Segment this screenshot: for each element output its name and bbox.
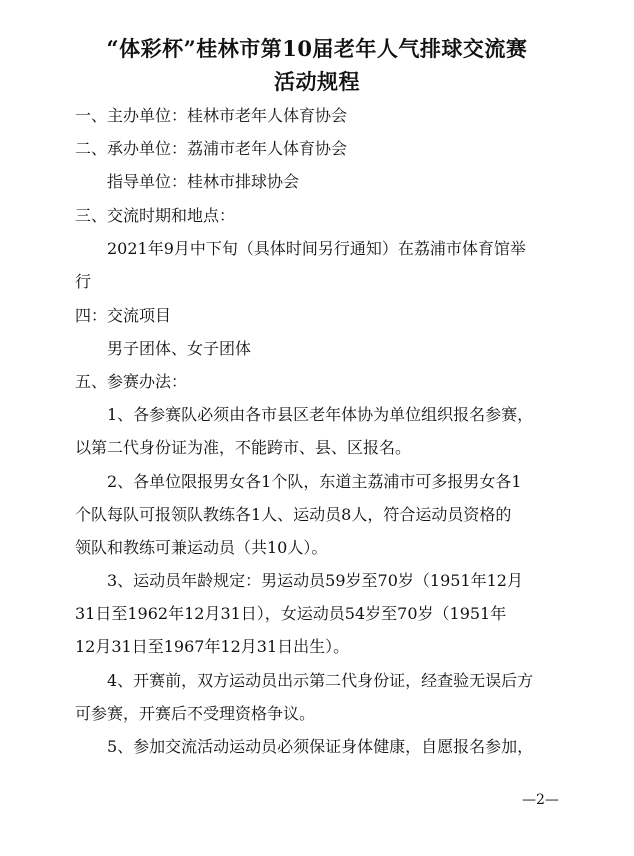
paragraph-line: 2、各单位限报男女各1个队，东道主荔浦市可多报男女各1 — [107, 472, 522, 491]
paragraph-line: 行 — [75, 272, 92, 291]
document-title: “体彩杯”桂林市第10届老年人气排球交流赛 — [106, 36, 528, 61]
paragraph-line: 3、运动员年龄规定：男运动员59岁至70岁（1951年12月 — [107, 571, 523, 590]
organizer-line: 一、主办单位：桂林市老年人体育协会 — [75, 106, 348, 125]
paragraph-line: 12月31日至1967年12月31日出生）。 — [75, 637, 350, 656]
paragraph-line: 2021年9月中下旬（具体时间另行通知）在荔浦市体育馆举 — [107, 239, 526, 258]
section-heading-participation: 五、参赛办法： — [75, 372, 188, 391]
document-subtitle: 活动规程 — [274, 69, 360, 94]
paragraph-line: 5、参加交流活动运动员必须保证身体健康，自愿报名参加， — [107, 737, 534, 756]
paragraph-line: 1、各参赛队必须由各市县区老年体协为单位组织报名参赛， — [107, 405, 534, 424]
page-number: —2— — [522, 792, 559, 808]
paragraph-line: 男子团体、女子团体 — [107, 339, 252, 358]
host-line: 二、承办单位：荔浦市老年人体育协会 — [75, 139, 348, 158]
section-heading-events: 四：交流项目 — [75, 306, 172, 325]
paragraph-line: 领队和教练可兼运动员（共10人）。 — [75, 538, 328, 557]
guidance-line: 指导单位：桂林市排球协会 — [107, 172, 300, 191]
paragraph-line: 个队每队可报领队教练各1人、运动员8人，符合运动员资格的 — [75, 505, 512, 524]
paragraph-line: 以第二代身份证为准，不能跨市、县、区报名。 — [75, 438, 412, 457]
paragraph-line: 4、开赛前，双方运动员出示第二代身份证，经查验无误后方 — [107, 671, 534, 690]
section-heading-time-place: 三、交流时期和地点： — [75, 206, 236, 225]
paragraph-line: 31日至1962年12月31日），女运动员54岁至70岁（1951年 — [75, 604, 507, 623]
paragraph-line: 可参赛，开赛后不受理资格争议。 — [75, 704, 316, 723]
